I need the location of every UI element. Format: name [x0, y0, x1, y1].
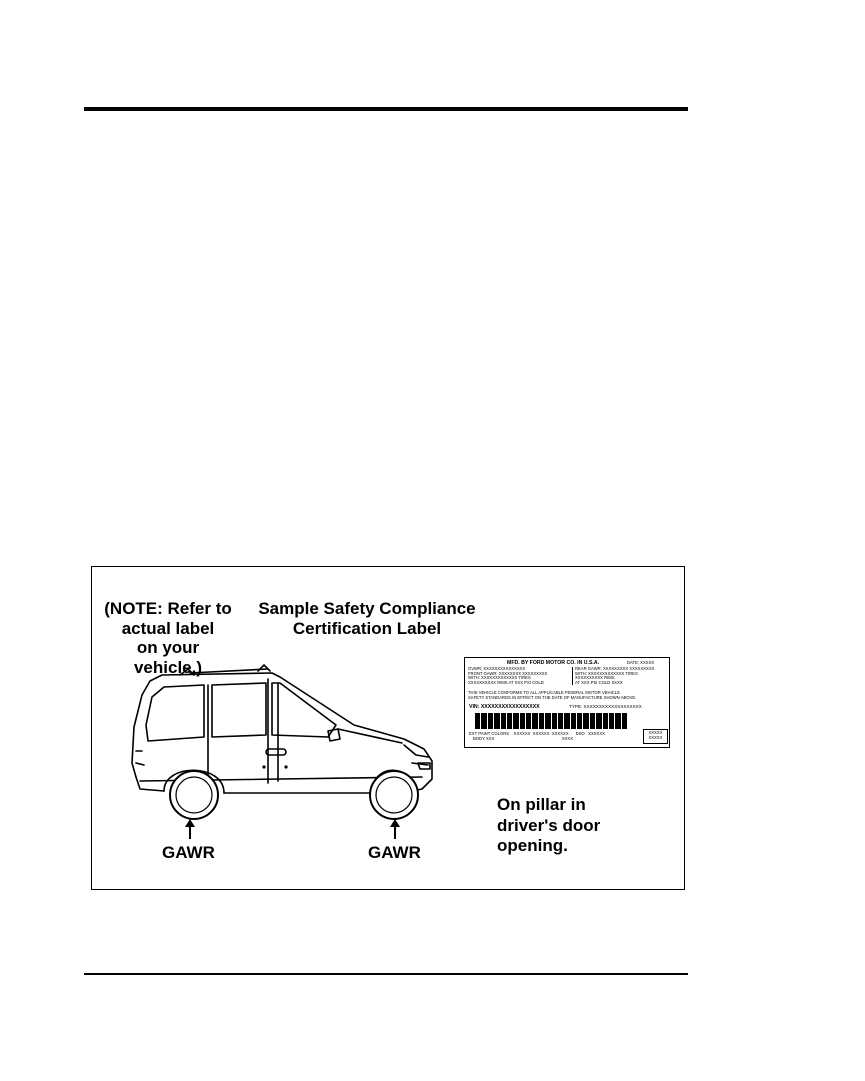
- label-code-box: XXXXX XXXXX: [643, 729, 668, 744]
- label-location-text: On pillar in driver's door opening.: [497, 795, 601, 856]
- bottom-rule: [84, 973, 688, 975]
- label-paint-row: EXT PAINT COLORS XXXXXX XXXXXX XXXXXX DSO XXXXXX: [469, 731, 605, 736]
- note-text: (NOTE: Refer to actual label on your vehicle.): [104, 599, 232, 677]
- label-barcode: [475, 713, 627, 729]
- label-divider: [572, 667, 573, 685]
- figure-caption: Sample Safety Compliance Certification Label: [258, 599, 476, 638]
- label-body-row: BODY XXX XXXX: [473, 736, 573, 741]
- label-date: DATE: XXXXX: [627, 660, 655, 665]
- certification-label-sample: [464, 657, 670, 748]
- label-right-block: REAR GAWR: XXXXXXXXX XXXXXXXXX WITH: XXXXXXXXXXXXX TIRES XXXXXXXXXX RIMS AT XXX PSI COLD XXXX: [575, 666, 655, 685]
- top-rule: [84, 107, 688, 111]
- safety-label-figure: [91, 566, 685, 890]
- label-vin: VIN: XXXXXXXXXXXXXXXXX: [469, 704, 540, 710]
- rear-gawr-label: GAWR: [368, 843, 421, 862]
- label-type: TYPE: XXXXXXXXXXXXXXXXXXX: [569, 704, 642, 709]
- front-gawr-label: GAWR: [162, 843, 215, 862]
- label-header: MFD. BY FORD MOTOR CO. IN U.S.A.: [507, 660, 600, 666]
- label-conformity-text: THIS VEHICLE CONFORMS TO ALL APPLICABLE FEDERAL MOTOR VEHICLE SAFETY STANDARDS IN EFFECT ON THE DATE OF MANUFACTURE SHOWN ABOVE.: [468, 690, 637, 700]
- label-left-block: GVWR: XXXXXXXXXXXXXXX FRONT GAWR: XXXXXXXX XXXXXXXXX WITH: XXXXXXXXXXXXX TIRES XXXXXXXXXX RIMS AT XXX PSI COLD: [468, 666, 548, 685]
